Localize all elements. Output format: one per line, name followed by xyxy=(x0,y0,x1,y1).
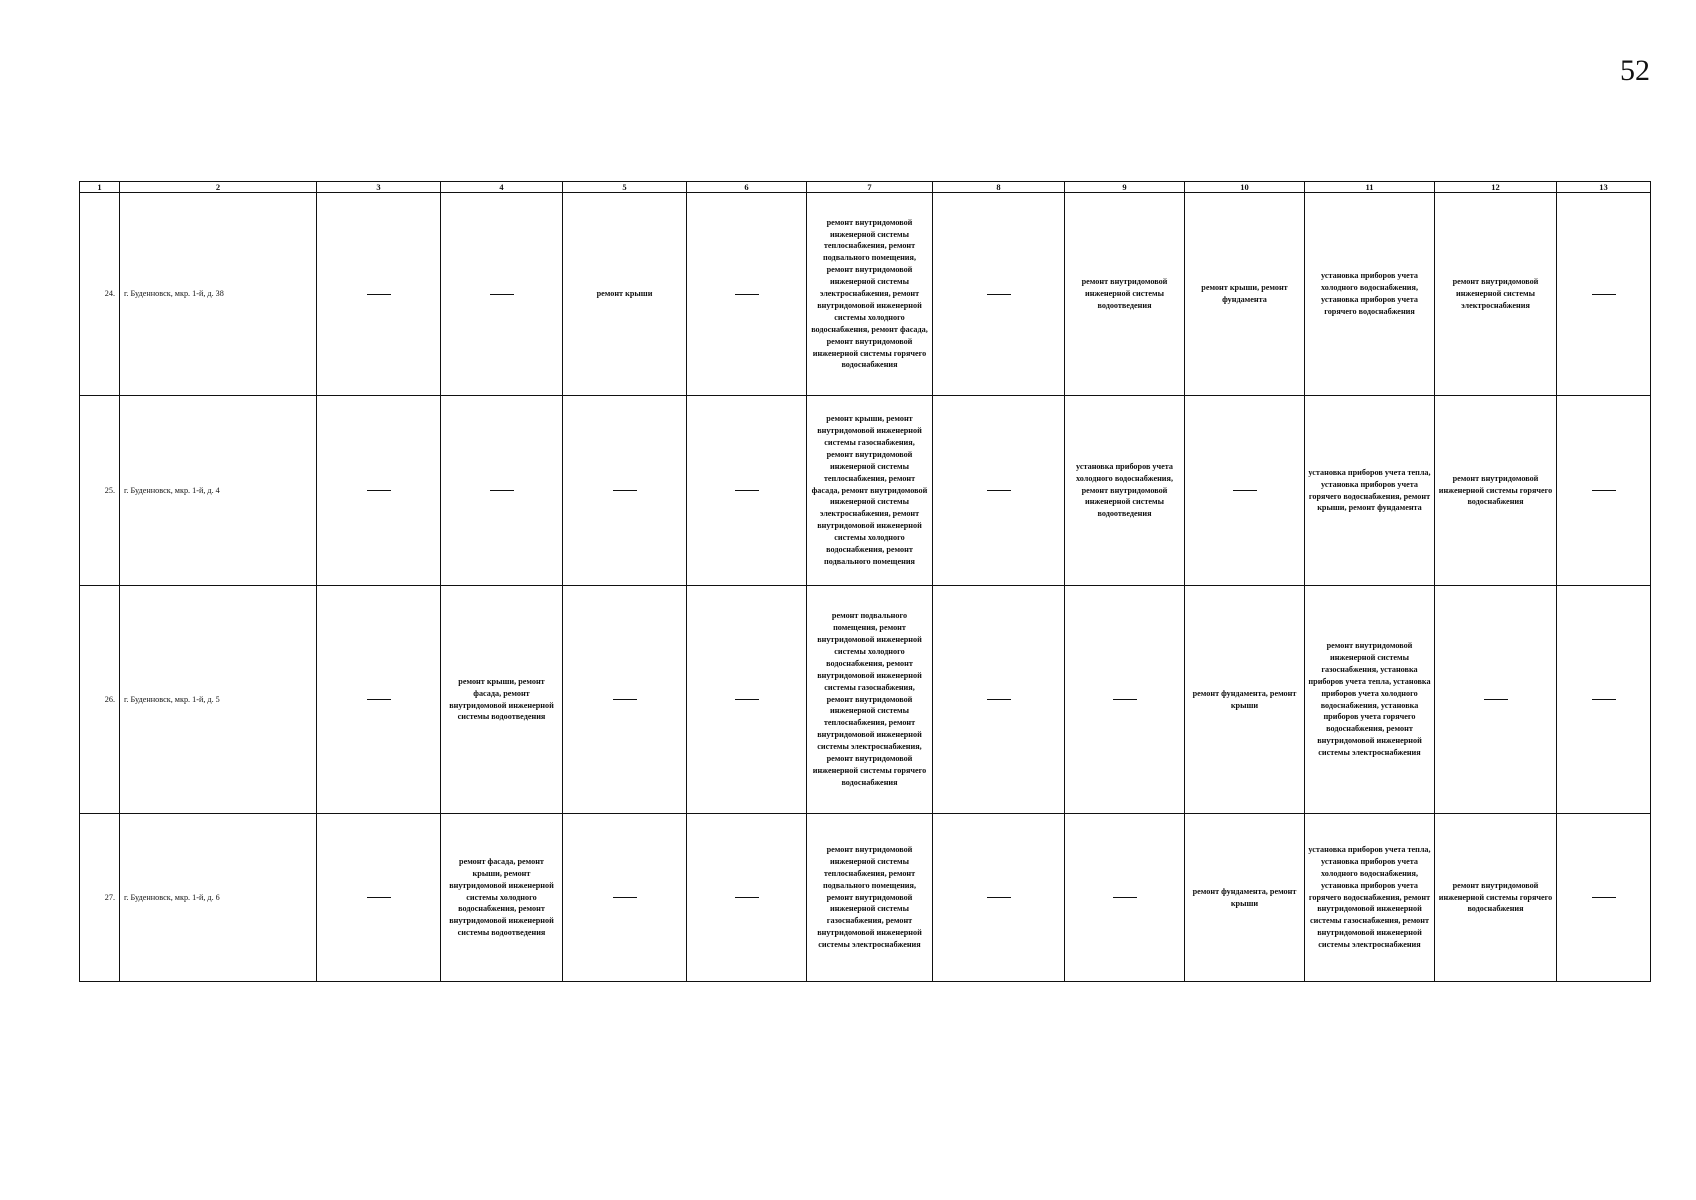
table-cell: ремонт крыши, ремонт фасада, ремонт внутридомовой инженерной системы водоотведения xyxy=(441,586,563,814)
empty-dash xyxy=(1592,490,1616,491)
empty-dash xyxy=(490,490,514,491)
table-cell xyxy=(441,193,563,396)
table-cell xyxy=(1065,586,1185,814)
table-cell xyxy=(317,193,441,396)
address-cell: г. Буденновск, мкр. 1-й, д. 6 xyxy=(120,814,317,982)
table-cell: установка приборов учета холодного водоснабжения, установка приборов учета горячего водоснабжения xyxy=(1305,193,1435,396)
table-cell: ремонт внутридомовой инженерной системы горячего водоснабжения xyxy=(1435,396,1557,586)
table-cell xyxy=(933,193,1065,396)
table-cell: ремонт фундамента, ремонт крыши xyxy=(1185,586,1305,814)
column-number: 11 xyxy=(1305,182,1435,193)
empty-dash xyxy=(367,294,391,295)
empty-dash xyxy=(987,699,1011,700)
row-number-cell: 26. xyxy=(80,586,120,814)
empty-dash xyxy=(987,490,1011,491)
table-cell: ремонт внутридомовой инженерной системы газоснабжения, установка приборов учета тепла, установка приборов учета холодного водоснабжения, установка приборов учета горячего водоснабжения, ремонт внутридомовой инженерной системы электроснабжения xyxy=(1305,586,1435,814)
empty-dash xyxy=(1592,897,1616,898)
table-cell xyxy=(1557,396,1651,586)
table-cell xyxy=(933,396,1065,586)
column-number: 8 xyxy=(933,182,1065,193)
column-number: 9 xyxy=(1065,182,1185,193)
empty-dash xyxy=(987,294,1011,295)
address-cell: г. Буденновск, мкр. 1-й, д. 5 xyxy=(120,586,317,814)
empty-dash xyxy=(735,699,759,700)
empty-dash xyxy=(735,490,759,491)
table-cell: ремонт подвального помещения, ремонт внутридомовой инженерной системы холодного водоснабжения, ремонт внутридомовой инженерной системы газоснабжения, ремонт внутридомовой инженерной системы теплоснабжения, ремонт внутридомовой инженерной системы электроснабжения, ремонт внутридомовой инженерной системы горячего водоснабжения xyxy=(807,586,933,814)
table-cell: ремонт фундамента, ремонт крыши xyxy=(1185,814,1305,982)
empty-dash xyxy=(735,897,759,898)
address-cell: г. Буденновск, мкр. 1-й, д. 4 xyxy=(120,396,317,586)
table-cell xyxy=(563,396,687,586)
empty-dash xyxy=(367,897,391,898)
empty-dash xyxy=(490,294,514,295)
table-cell xyxy=(441,396,563,586)
table-cell: ремонт внутридомовой инженерной системы теплоснабжения, ремонт подвального помещения, ремонт внутридомовой инженерной системы газоснабжения, ремонт внутридомовой инженерной системы электроснабжения xyxy=(807,814,933,982)
table-cell xyxy=(317,586,441,814)
column-number: 13 xyxy=(1557,182,1651,193)
empty-dash xyxy=(613,699,637,700)
empty-dash xyxy=(1233,490,1257,491)
column-number: 1 xyxy=(80,182,120,193)
empty-dash xyxy=(1113,699,1137,700)
table-cell xyxy=(563,586,687,814)
column-number: 4 xyxy=(441,182,563,193)
column-number: 7 xyxy=(807,182,933,193)
empty-dash xyxy=(367,490,391,491)
repair-schedule-table xyxy=(79,181,1651,982)
table-row xyxy=(80,193,1651,396)
empty-dash xyxy=(613,490,637,491)
table-cell xyxy=(563,814,687,982)
table-cell xyxy=(687,396,807,586)
empty-dash xyxy=(367,699,391,700)
column-number: 2 xyxy=(120,182,317,193)
empty-dash xyxy=(1113,897,1137,898)
empty-dash xyxy=(1592,294,1616,295)
row-number-cell: 25. xyxy=(80,396,120,586)
column-number-row xyxy=(80,182,1651,193)
table-cell xyxy=(1557,193,1651,396)
table-cell: установка приборов учета тепла, установка приборов учета холодного водоснабжения, установка приборов учета горячего водоснабжения, ремонт внутридомовой инженерной системы газоснабжения, ремонт внутридомовой инженерной системы электроснабжения xyxy=(1305,814,1435,982)
table-cell xyxy=(687,814,807,982)
table-cell: ремонт крыши xyxy=(563,193,687,396)
table-cell: установка приборов учета холодного водоснабжения, ремонт внутридомовой инженерной системы водоотведения xyxy=(1065,396,1185,586)
table-cell xyxy=(933,586,1065,814)
column-number: 6 xyxy=(687,182,807,193)
table-cell xyxy=(1557,586,1651,814)
table-cell: установка приборов учета тепла, установка приборов учета горячего водоснабжения, ремонт крыши, ремонт фундамента xyxy=(1305,396,1435,586)
table-cell xyxy=(317,396,441,586)
table-cell xyxy=(1185,396,1305,586)
table-row xyxy=(80,814,1651,982)
table-cell: ремонт внутридомовой инженерной системы электроснабжения xyxy=(1435,193,1557,396)
page-number: 52 xyxy=(1620,54,1650,87)
column-number: 3 xyxy=(317,182,441,193)
empty-dash xyxy=(613,897,637,898)
table-cell xyxy=(687,586,807,814)
table-cell: ремонт фасада, ремонт крыши, ремонт внутридомовой инженерной системы холодного водоснабжения, ремонт внутридомовой инженерной системы водоотведения xyxy=(441,814,563,982)
row-number-cell: 27. xyxy=(80,814,120,982)
table-cell: ремонт внутридомовой инженерной системы горячего водоснабжения xyxy=(1435,814,1557,982)
table-row xyxy=(80,396,1651,586)
table-cell xyxy=(1435,586,1557,814)
empty-dash xyxy=(1484,699,1508,700)
table-row xyxy=(80,586,1651,814)
table-cell: ремонт внутридомовой инженерной системы теплоснабжения, ремонт подвального помещения, ремонт внутридомовой инженерной системы электроснабжения, ремонт внутридомовой инженерной системы холодного водоснабжения, ремонт фасада, ремонт внутридомовой инженерной системы горячего водоснабжения xyxy=(807,193,933,396)
table-cell xyxy=(1557,814,1651,982)
address-cell: г. Буденновск, мкр. 1-й, д. 38 xyxy=(120,193,317,396)
empty-dash xyxy=(987,897,1011,898)
empty-dash xyxy=(735,294,759,295)
table-cell xyxy=(933,814,1065,982)
row-number-cell: 24. xyxy=(80,193,120,396)
empty-dash xyxy=(1592,699,1616,700)
column-number: 10 xyxy=(1185,182,1305,193)
table-cell: ремонт крыши, ремонт внутридомовой инженерной системы газоснабжения, ремонт внутридомовой инженерной системы теплоснабжения, ремонт фасада, ремонт внутридомовой инженерной системы электроснабжения, ремонт внутридомовой инженерной системы холодного водоснабжения, ремонт подвального помещения xyxy=(807,396,933,586)
column-number: 5 xyxy=(563,182,687,193)
table-cell xyxy=(687,193,807,396)
table-cell xyxy=(317,814,441,982)
column-number: 12 xyxy=(1435,182,1557,193)
table-cell: ремонт внутридомовой инженерной системы водоотведения xyxy=(1065,193,1185,396)
table-cell: ремонт крыши, ремонт фундамента xyxy=(1185,193,1305,396)
table-cell xyxy=(1065,814,1185,982)
